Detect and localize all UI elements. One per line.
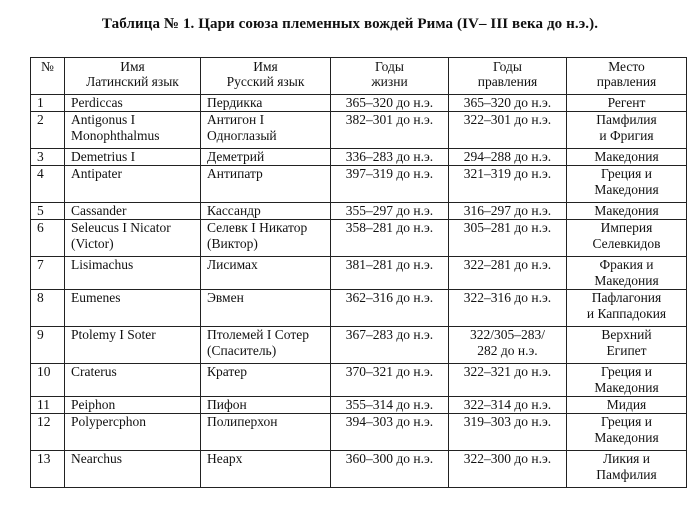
row-number-cell: 5 <box>31 203 65 220</box>
table-row <box>31 203 687 220</box>
header-place-of-reign: Место правления <box>567 58 687 95</box>
latin-name-cell: Nearchus <box>65 451 201 488</box>
latin-name-cell: Craterus <box>65 364 201 397</box>
russian-name-cell: Кассандр <box>201 203 331 220</box>
place-of-reign-cell: Памфилия и Фригия <box>567 112 687 149</box>
place-of-reign-cell: Мидия <box>567 397 687 414</box>
years-of-reign-cell: 322–301 до н.э. <box>449 112 567 149</box>
place-of-reign-cell: Греция и Македония <box>567 414 687 451</box>
row-number-cell: 11 <box>31 397 65 414</box>
latin-name-cell: Lisimachus <box>65 257 201 290</box>
table-row <box>31 95 687 112</box>
table-row <box>31 257 687 290</box>
place-of-reign-cell: Пафлагония и Каппадокия <box>567 290 687 327</box>
place-of-reign-cell: Империя Селевкидов <box>567 220 687 257</box>
row-number-cell: 1 <box>31 95 65 112</box>
place-of-reign-cell: Греция и Македония <box>567 364 687 397</box>
latin-name-cell: Seleucus I Nicator (Victor) <box>65 220 201 257</box>
table-row <box>31 327 687 364</box>
years-of-life-cell: 358–281 до н.э. <box>331 220 449 257</box>
row-number-cell: 9 <box>31 327 65 364</box>
latin-name-cell: Perdiccas <box>65 95 201 112</box>
years-of-life-cell: 365–320 до н.э. <box>331 95 449 112</box>
row-number-cell: 10 <box>31 364 65 397</box>
latin-name-cell: Antigonus I Monophthalmus <box>65 112 201 149</box>
table-row <box>31 451 687 488</box>
years-of-reign-cell: 322–281 до н.э. <box>449 257 567 290</box>
table-row <box>31 149 687 166</box>
latin-name-cell: Peiphon <box>65 397 201 414</box>
years-of-life-cell: 355–314 до н.э. <box>331 397 449 414</box>
latin-name-cell: Demetrius I <box>65 149 201 166</box>
years-of-life-cell: 355–297 до н.э. <box>331 203 449 220</box>
years-of-life-cell: 370–321 до н.э. <box>331 364 449 397</box>
place-of-reign-cell: Македония <box>567 149 687 166</box>
latin-name-cell: Cassander <box>65 203 201 220</box>
row-number-cell: 4 <box>31 166 65 203</box>
years-of-life-cell: 394–303 до н.э. <box>331 414 449 451</box>
table-row <box>31 414 687 451</box>
table-caption: Таблица № 1. Цари союза племенных вождей Рима (IV– III века до н.э.). <box>101 16 599 32</box>
years-of-reign-cell: 321–319 до н.э. <box>449 166 567 203</box>
header-years-of-life: Годы жизни <box>331 58 449 95</box>
years-of-life-cell: 382–301 до н.э. <box>331 112 449 149</box>
row-number-cell: 13 <box>31 451 65 488</box>
years-of-reign-cell: 319–303 до н.э. <box>449 414 567 451</box>
place-of-reign-cell: Регент <box>567 95 687 112</box>
row-number-cell: 3 <box>31 149 65 166</box>
table-row <box>31 397 687 414</box>
place-of-reign-cell: Греция и Македония <box>567 166 687 203</box>
latin-name-cell: Antipater <box>65 166 201 203</box>
russian-name-cell: Лисимах <box>201 257 331 290</box>
russian-name-cell: Деметрий <box>201 149 331 166</box>
table-row <box>31 364 687 397</box>
years-of-life-cell: 362–316 до н.э. <box>331 290 449 327</box>
table-header-row <box>31 58 687 95</box>
row-number-cell: 2 <box>31 112 65 149</box>
years-of-life-cell: 367–283 до н.э. <box>331 327 449 364</box>
place-of-reign-cell: Верхний Египет <box>567 327 687 364</box>
row-number-cell: 12 <box>31 414 65 451</box>
russian-name-cell: Эвмен <box>201 290 331 327</box>
place-of-reign-cell: Ликия и Памфилия <box>567 451 687 488</box>
latin-name-cell: Ptolemy I Soter <box>65 327 201 364</box>
row-number-cell: 7 <box>31 257 65 290</box>
header-latin-name: Имя Латинский язык <box>65 58 201 95</box>
russian-name-cell: Селевк I Никатор (Виктор) <box>201 220 331 257</box>
header-years-of-reign: Годы правления <box>449 58 567 95</box>
russian-name-cell: Пифон <box>201 397 331 414</box>
place-of-reign-cell: Македония <box>567 203 687 220</box>
russian-name-cell: Пердикка <box>201 95 331 112</box>
russian-name-cell: Кратер <box>201 364 331 397</box>
russian-name-cell: Антипатр <box>201 166 331 203</box>
years-of-reign-cell: 294–288 до н.э. <box>449 149 567 166</box>
header-num: № <box>31 58 65 95</box>
row-number-cell: 6 <box>31 220 65 257</box>
table-row <box>31 220 687 257</box>
russian-name-cell: Птолемей I Сотер (Спаситель) <box>201 327 331 364</box>
latin-name-cell: Polypercphon <box>65 414 201 451</box>
table-row <box>31 166 687 203</box>
table-row <box>31 290 687 327</box>
years-of-life-cell: 381–281 до н.э. <box>331 257 449 290</box>
years-of-life-cell: 397–319 до н.э. <box>331 166 449 203</box>
russian-name-cell: Полиперхон <box>201 414 331 451</box>
header-russian-name: Имя Русский язык <box>201 58 331 95</box>
russian-name-cell: Неарх <box>201 451 331 488</box>
kings-table <box>30 57 687 488</box>
russian-name-cell: Антигон I Одноглазый <box>201 112 331 149</box>
years-of-reign-cell: 322–321 до н.э. <box>449 364 567 397</box>
years-of-life-cell: 360–300 до н.э. <box>331 451 449 488</box>
years-of-life-cell: 336–283 до н.э. <box>331 149 449 166</box>
latin-name-cell: Eumenes <box>65 290 201 327</box>
years-of-reign-cell: 322–314 до н.э. <box>449 397 567 414</box>
table-row <box>31 112 687 149</box>
years-of-reign-cell: 316–297 до н.э. <box>449 203 567 220</box>
years-of-reign-cell: 365–320 до н.э. <box>449 95 567 112</box>
row-number-cell: 8 <box>31 290 65 327</box>
years-of-reign-cell: 322–300 до н.э. <box>449 451 567 488</box>
years-of-reign-cell: 305–281 до н.э. <box>449 220 567 257</box>
years-of-reign-cell: 322–316 до н.э. <box>449 290 567 327</box>
place-of-reign-cell: Фракия и Македония <box>567 257 687 290</box>
years-of-reign-cell: 322/305–283/ 282 до н.э. <box>449 327 567 364</box>
